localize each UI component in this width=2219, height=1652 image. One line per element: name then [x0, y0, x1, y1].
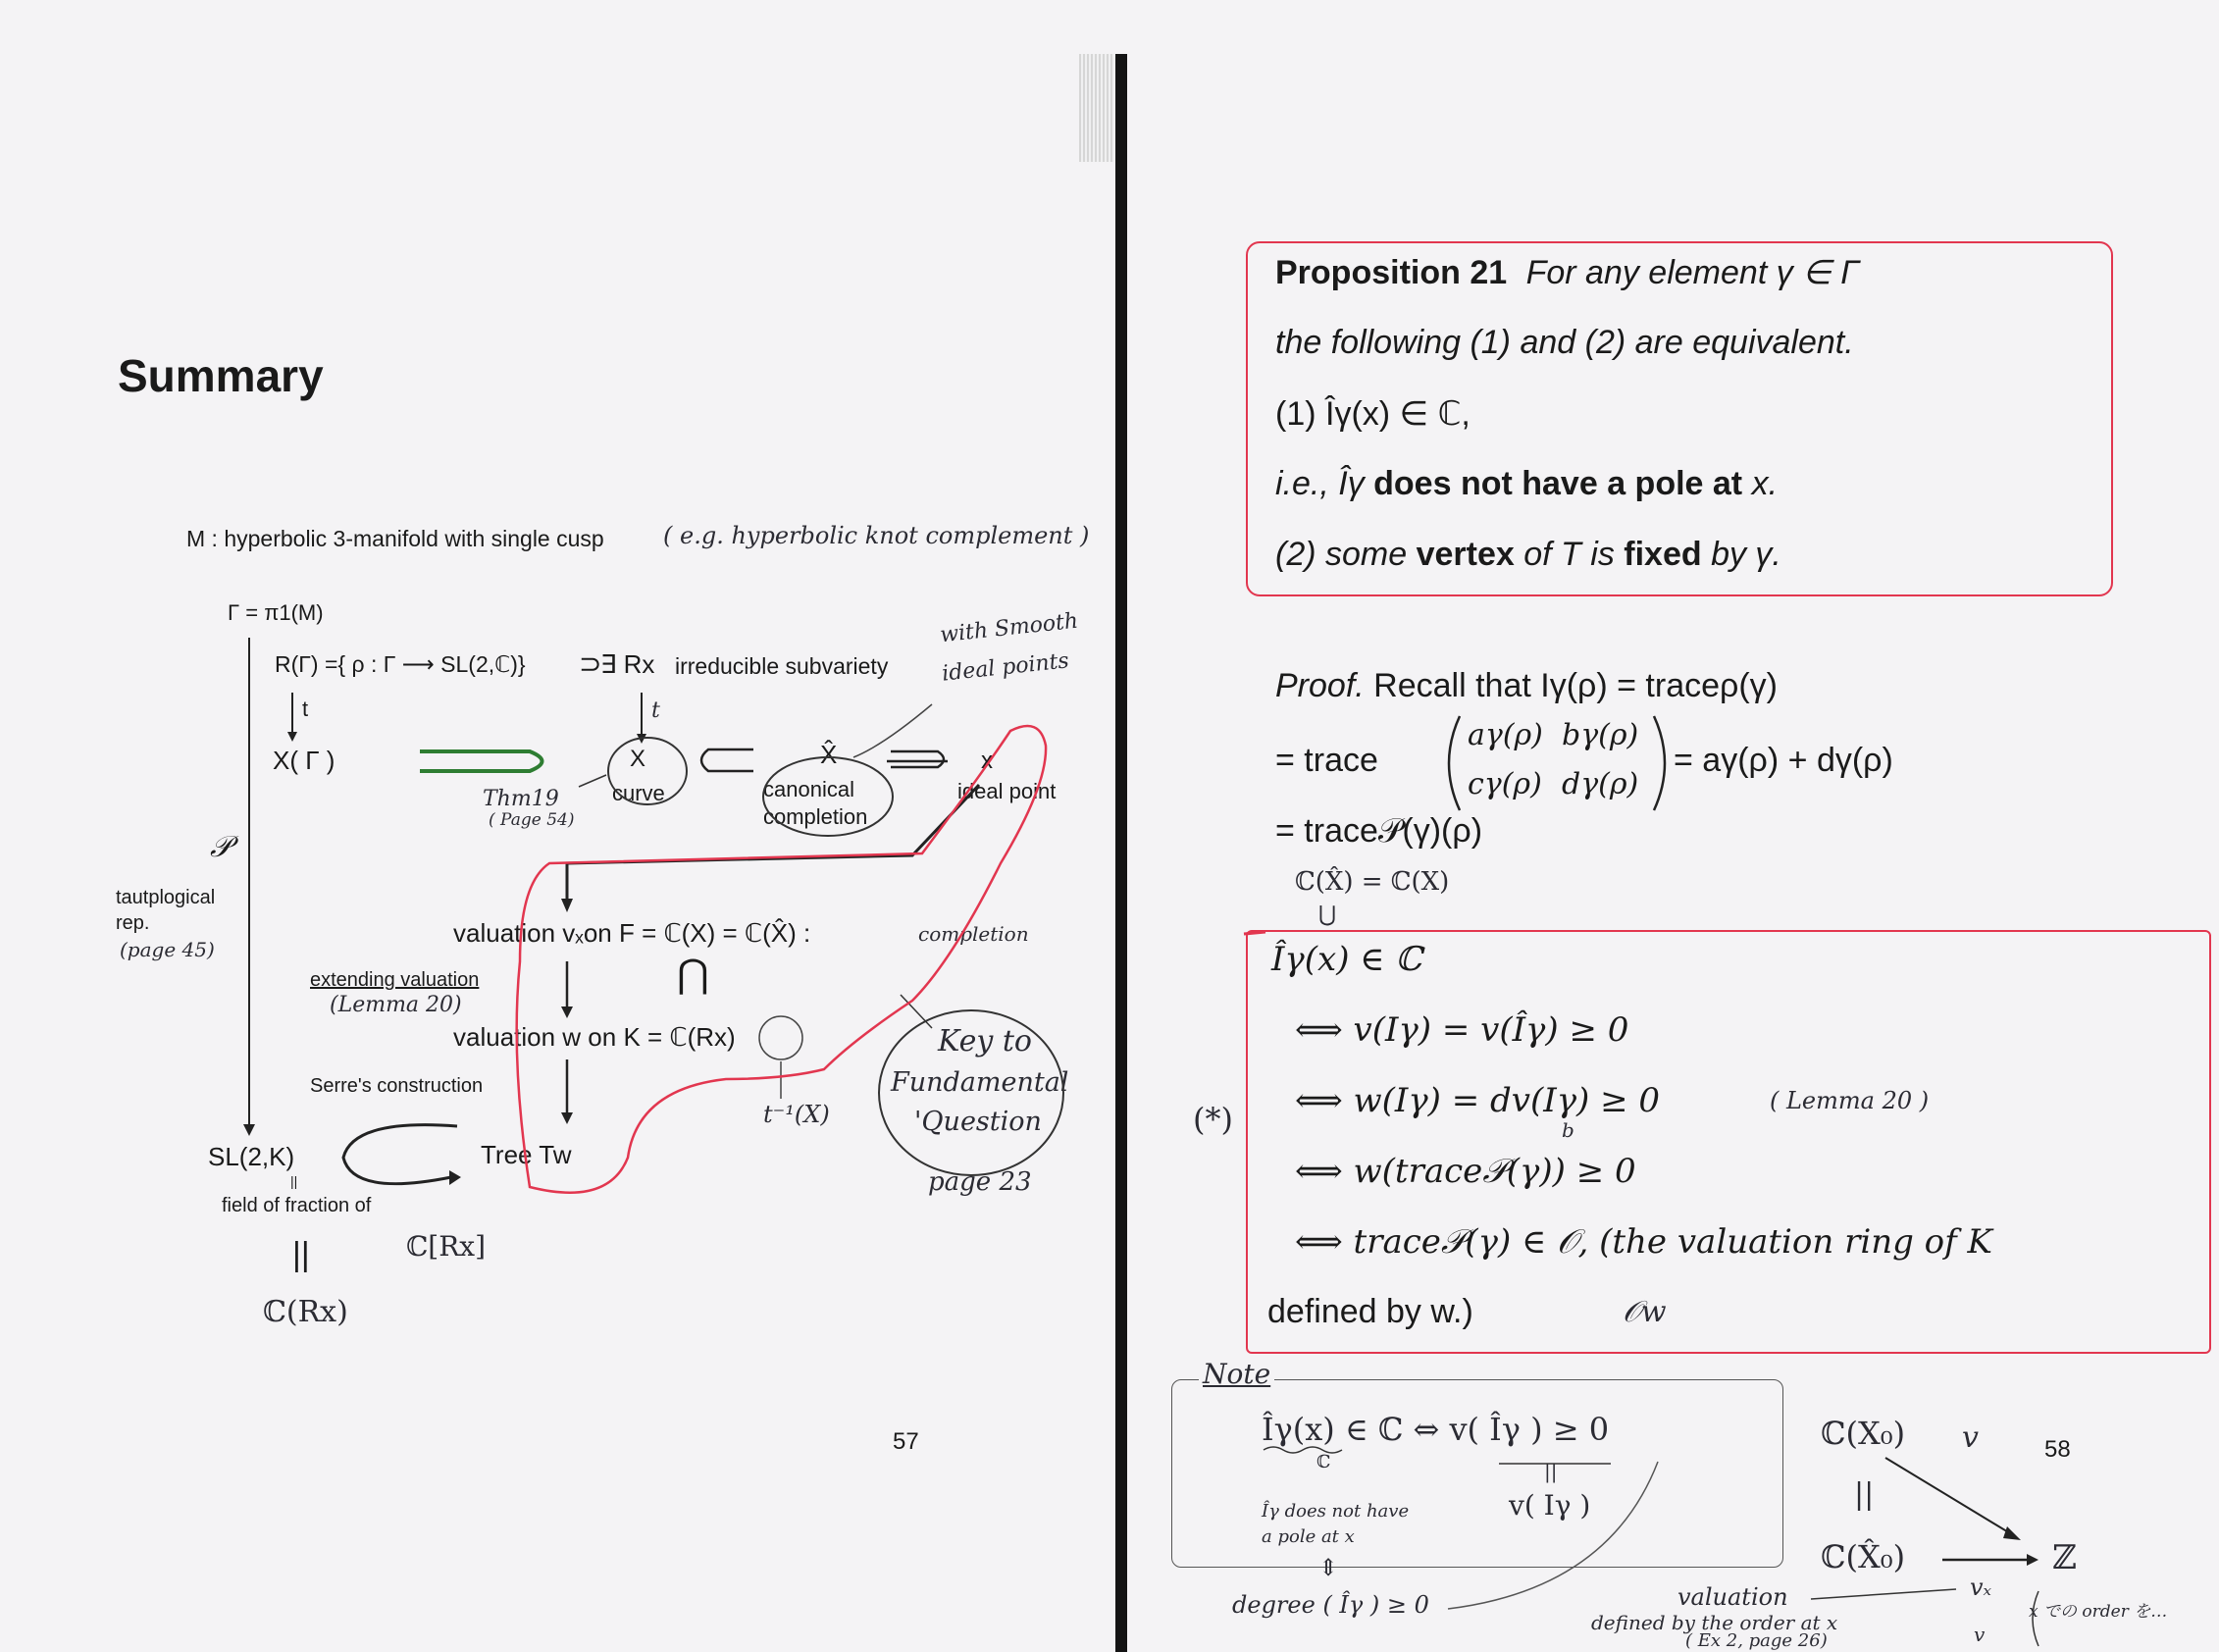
- irreducible-label: irreducible subvariety: [675, 653, 889, 679]
- proposition-title: Proposition 21: [1275, 254, 1508, 291]
- x-hat-contains: [887, 751, 948, 767]
- page23-note: page 23: [928, 1167, 1032, 1197]
- superset-symbol: ⊃: [579, 648, 602, 679]
- star-label: (*): [1193, 1101, 1233, 1138]
- page-number-58: 58: [2044, 1436, 2071, 1463]
- subset-symbol: [701, 749, 753, 771]
- character-variety: X( Γ ): [273, 746, 335, 775]
- down-arrow-1-head: [561, 1007, 573, 1018]
- extending-valuation: extending valuation: [310, 969, 480, 991]
- subset-cap: ⋂: [677, 953, 709, 996]
- t-arrow-left-head: [287, 732, 297, 742]
- t-map-left: t: [302, 697, 309, 721]
- lemma20-note: (Lemma 20): [330, 993, 462, 1017]
- function-field: ℂ(Rx): [263, 1295, 348, 1329]
- note-updown: ⇕: [1318, 1554, 1339, 1581]
- ideal-point-label: ideal point: [957, 779, 1057, 803]
- completion-note: completion: [918, 922, 1029, 946]
- manifold-note: ( e.g. hyperbolic knot complement ): [663, 522, 1090, 549]
- valuation-arrow: [1811, 1589, 1956, 1599]
- note-pole-2: a pole at x: [1262, 1526, 1355, 1547]
- b-subscript-note: b: [1562, 1118, 1574, 1142]
- curve-x: X: [630, 746, 646, 772]
- double-bar: ||: [292, 1236, 310, 1273]
- t-map-right: t: [651, 698, 660, 723]
- key-arrow: [901, 995, 932, 1028]
- p-script: 𝒫: [210, 830, 232, 864]
- valuation-v: valuation vₓon F = ℂ(X) = ℂ(X̂) :: [453, 918, 811, 948]
- x-hat: X̂: [820, 740, 838, 769]
- at-x-text: x.: [1742, 465, 1779, 502]
- smooth-arrow: [853, 704, 932, 757]
- z-horizontal-head: [2027, 1554, 2038, 1566]
- ideal-arrow-head: [561, 899, 573, 912]
- of-t-text: of T is: [1514, 536, 1625, 573]
- ex2-note: ( Ex 2, page 26): [1685, 1630, 1828, 1651]
- equiv-line-3: ⟺ w(Iγ) = dv(Iγ) ≥ 0: [1295, 1081, 1661, 1120]
- cx0-label: ℂ(X₀): [1821, 1415, 1906, 1452]
- red-region-curve: [517, 726, 1046, 1193]
- curve-circle: [608, 738, 687, 804]
- key-question-circle: [879, 1010, 1063, 1175]
- ow-note: 𝒪w: [1623, 1295, 1667, 1329]
- proof-trace-sum: = aγ(ρ) + dγ(ρ): [1674, 742, 1893, 779]
- t-inverse-note: t⁻¹(X): [763, 1101, 830, 1128]
- ideal-to-valuation-arrow: [567, 785, 979, 903]
- order-bracket: [2033, 1591, 2038, 1646]
- manifold-line: M : hyperbolic 3-manifold with single cusp: [186, 526, 604, 551]
- left-margin-mark: [1244, 932, 1265, 934]
- degree-note: degree ( Îγ ) ≥ 0: [1232, 1591, 1429, 1619]
- proposition-line-3: (1) Îγ(x) ∈ ℂ,: [1275, 395, 1471, 433]
- summary-title: Summary: [118, 350, 324, 401]
- green-embedding: [420, 751, 542, 771]
- ie-text: i.e., Îγ: [1275, 465, 1374, 502]
- matrix-left-paren: [1449, 716, 1460, 810]
- tautological-label-2: rep.: [116, 912, 150, 934]
- lemma20-reference: ( Lemma 20 ): [1770, 1087, 1930, 1114]
- thm19-note: Thm19: [483, 787, 559, 811]
- page54-note: ( Page 54): [489, 810, 575, 830]
- ideal-x: x: [981, 748, 993, 774]
- action-arrow: [343, 1125, 457, 1184]
- note-wavy: [1264, 1447, 1342, 1453]
- tautological-label-1: tautplogical: [116, 887, 216, 908]
- note-equals: ||: [1544, 1460, 1558, 1483]
- some-text: (2) some: [1275, 536, 1417, 573]
- function-field-note: ℂ(X̂) = ℂ(X): [1295, 867, 1450, 897]
- proposition-line-2: the following (1) and (2) are equivalent.: [1275, 324, 1854, 361]
- matrix-a: aγ(ρ): [1468, 718, 1543, 752]
- representation-variety: R(Γ) ={ ρ : Γ ⟶ SL(2,ℂ)}: [275, 651, 526, 677]
- z-label: ℤ: [2052, 1538, 2077, 1577]
- page-number-57: 57: [893, 1428, 919, 1455]
- p-arrow-head: [243, 1124, 255, 1136]
- pole-text: does not have a pole at: [1373, 465, 1743, 502]
- parallel-mark: ||: [1854, 1477, 1875, 1512]
- down-arrow-2-head: [561, 1112, 573, 1124]
- cx0hat-label: ℂ(X̂₀): [1821, 1538, 1906, 1575]
- proof-recall: Recall that Iγ(ρ) = traceρ(γ): [1364, 667, 1778, 704]
- proof-trace-prefix: = trace: [1275, 742, 1378, 779]
- equiv-line-4: ⟺ w(trace𝒫(γ)) ≥ 0: [1295, 1152, 1636, 1191]
- by-gamma-text: by γ.: [1701, 536, 1781, 573]
- order-note: x での order を…: [2029, 1602, 2168, 1622]
- serre-construction: Serre's construction: [310, 1075, 484, 1097]
- parallel-small: ||: [290, 1173, 298, 1189]
- field-of-fraction: field of fraction of: [222, 1195, 372, 1216]
- valuation-w: valuation w on K = ℂ(Rx): [453, 1022, 736, 1052]
- tree-label: Tree Tw: [481, 1140, 572, 1169]
- equiv-line-6: defined by w.): [1267, 1293, 1473, 1330]
- sl2k-label: SL(2,K): [208, 1142, 295, 1171]
- page45-note: (page 45): [120, 938, 215, 961]
- cup-note: ⋃: [1318, 903, 1337, 927]
- note-label: Note: [1199, 1358, 1274, 1390]
- matrix-c: cγ(ρ): [1468, 767, 1542, 801]
- fixed-text: fixed: [1624, 536, 1702, 573]
- v-bottom-label: v: [1974, 1623, 1986, 1646]
- action-arrow-head: [449, 1170, 461, 1185]
- proof-label: Proof.: [1275, 667, 1365, 704]
- v-arrow-label: v: [1962, 1420, 1979, 1455]
- key-note-2: Fundamental: [891, 1067, 1069, 1098]
- vertex-text: vertex: [1416, 536, 1515, 573]
- curve-label: curve: [612, 781, 665, 805]
- proposition-intro: For any element γ ∈ Γ: [1525, 254, 1860, 291]
- defined-order-note: defined by the order at x: [1591, 1611, 1838, 1634]
- equiv-line-5: ⟺ trace𝒫(γ) ∈ 𝒪, (the valuation ring of K: [1295, 1222, 1992, 1262]
- matrix-b: bγ(ρ): [1562, 718, 1639, 752]
- equiv-line-1: Îγ(x) ∈ ℂ: [1271, 940, 1422, 979]
- coordinate-ring: ℂ[Rx]: [406, 1230, 487, 1263]
- vx-label: vₓ: [1970, 1574, 1992, 1601]
- rx-circle: [759, 1016, 802, 1059]
- canonical-ellipse: [763, 757, 893, 836]
- matrix-right-paren: [1654, 716, 1665, 810]
- matrix-d: dγ(ρ): [1562, 767, 1639, 801]
- note-equation: Îγ(x) ∈ ℂ ⇔ v( Îγ ) ≥ 0: [1262, 1411, 1610, 1448]
- gamma-definition: Γ = π1(M): [228, 600, 324, 625]
- smooth-note-2: ideal points: [941, 648, 1070, 687]
- valuation-hand-note: valuation: [1677, 1583, 1788, 1611]
- canonical-label-1: canonical: [763, 777, 854, 801]
- proof-line-3: = trace𝒫(γ)(ρ): [1275, 812, 1483, 850]
- note-c-mark: ℂ: [1316, 1452, 1331, 1472]
- smooth-note-1: with Smooth: [939, 608, 1080, 648]
- key-note-1: Key to: [938, 1024, 1032, 1058]
- v-diagonal-head: [2003, 1526, 2021, 1540]
- key-note-3: 'Question: [914, 1107, 1042, 1137]
- thm-arrow: [579, 775, 606, 787]
- v-diagonal-arrow: [1885, 1458, 2015, 1536]
- note-curve-arrow: [1448, 1462, 1658, 1609]
- note-pole-1: Îγ does not have: [1262, 1501, 1410, 1522]
- exists-rx: ∃ Rx: [600, 649, 655, 679]
- equiv-line-2: ⟺ v(Iγ) = v(Îγ) ≥ 0: [1295, 1010, 1629, 1050]
- note-v-i: v( Iγ ): [1509, 1489, 1591, 1522]
- canonical-label-2: completion: [763, 804, 868, 829]
